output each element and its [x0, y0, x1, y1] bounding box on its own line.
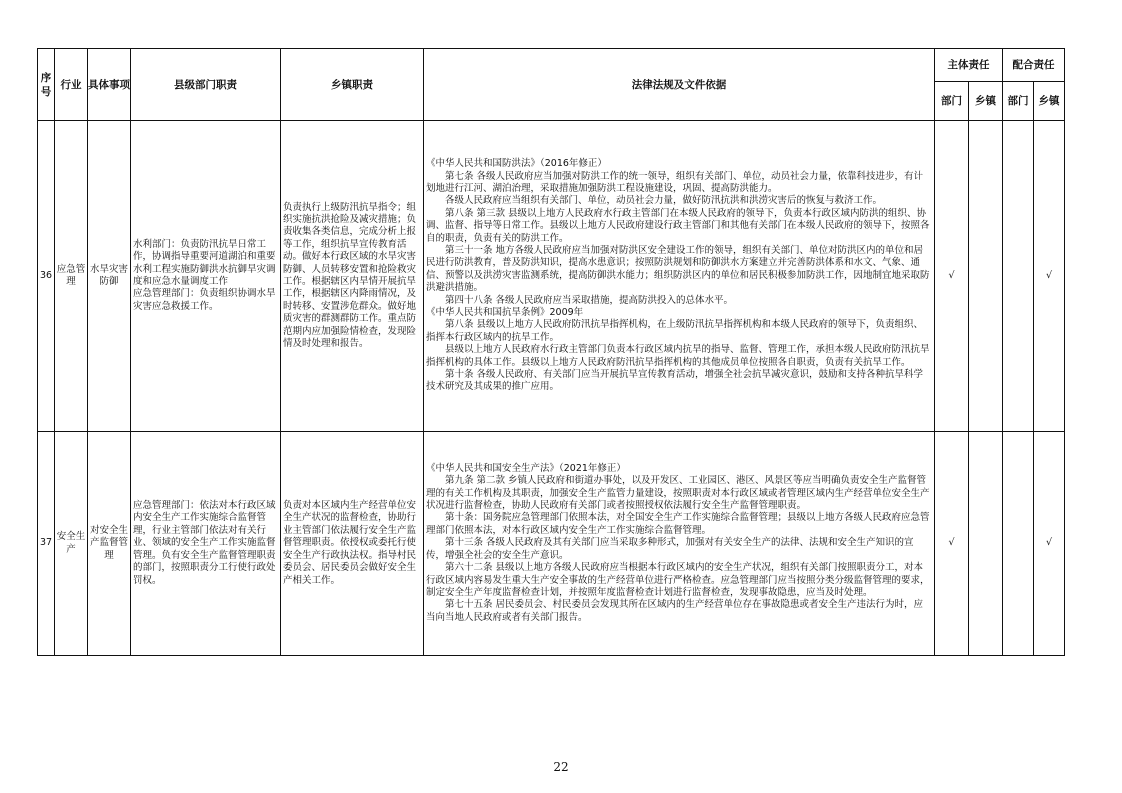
- duty-table: [37, 48, 1065, 656]
- mark-support-town: √: [1034, 432, 1065, 656]
- law-clause: 第七条 各级人民政府应当加强对防洪工作的统一领导，组织有关部门、单位，动员社会力量，依靠科技进步，有计划地进行江河、湖泊治理，采取措施加强防洪工程设施建设，巩固、提高防洪能力。: [426, 170, 924, 194]
- law-clause: 第七十五条 居民委员会、村民委员会发现其所在区域内的生产经营单位存在事故隐患或者安全生产违法行为时，应当向当地人民政府或者有关部门报告。: [426, 599, 924, 623]
- law-title: 《中华人民共和国抗旱条例》2009年: [426, 307, 584, 319]
- header-support-dept: 部门: [1003, 82, 1034, 121]
- law-clause: 第十条：国务院应急管理部门依照本法，对全国安全生产工作实施综合监督管理；县级以上地方各级人民政府应急管理部门依照本法，对本行政区域内安全生产工作实施综合监督管理。: [426, 512, 930, 536]
- duty-paragraph: 水利部门：负责防汛抗旱日常工作，协调指导重要河道湖泊和重要水利工程实施防御洪水抗御旱灾调度和应急水量调度工作: [133, 238, 276, 287]
- county-duty-text: [131, 239, 280, 313]
- cell-seq: 36: [38, 121, 55, 432]
- page-number: 22: [553, 760, 569, 774]
- header-row-top: [38, 49, 1065, 82]
- mark-primary-town: [969, 121, 1003, 432]
- law-clause: 第十三条 各级人民政府及其有关部门应当采取多种形式，加强对有关安全生产的法律、法规和安全生产知识的宣传，增强全社会的安全生产意识。: [426, 537, 914, 561]
- township-duty-text: [281, 202, 423, 351]
- cell-township-duty: [281, 121, 424, 432]
- law-clause: 第十条 各级人民政府、有关部门应当开展抗旱宣传教育活动，增强全社会抗旱减灾意识，鼓励和支持各种抗旱科学技术研究及其成果的推广应用。: [426, 369, 924, 393]
- table-row: [38, 121, 1065, 432]
- law-text: [424, 158, 934, 394]
- mark-support-dept: [1003, 432, 1034, 656]
- cell-matter: 对安全生产监督管理: [88, 432, 131, 656]
- header-law: 法律法规及文件依据: [424, 49, 935, 121]
- mark-primary-town: [969, 432, 1003, 656]
- header-county-duty: 县级部门职责: [131, 49, 281, 121]
- header-township-duty: 乡镇职责: [281, 49, 424, 121]
- cell-industry: 安全生产: [55, 432, 88, 656]
- cell-law: [424, 432, 935, 656]
- mark-support-dept: [1003, 121, 1034, 432]
- header-primary-town: 乡镇: [969, 82, 1003, 121]
- header-industry: 行业: [55, 49, 88, 121]
- law-clause: 各级人民政府应当组织有关部门、单位，动员社会力量，做好防汛抗洪和洪涝灾害后的恢复与救济工作。: [445, 195, 883, 207]
- table-body: [38, 121, 1065, 656]
- mark-primary-dept: √: [935, 432, 969, 656]
- law-clause: 第八条 县级以上地方人民政府防汛抗旱指挥机构，在上级防汛抗旱指挥机构和本级人民政府的领导下，负责组织、指挥本行政区域内的抗旱工作。: [426, 319, 924, 343]
- cell-matter: 水旱灾害防御: [88, 121, 131, 432]
- law-clause: 第九条 第二款 乡镇人民政府和街道办事处，以及开发区、工业园区、港区、风景区等应当明确负责安全生产监督管理的有关工作机构及其职责，加强安全生产监管力量建设，按照职责对本行政区域或者管理区域内生产经营单位安全生产状况进行监督检查，协助人民政府有关部门或者按照授权依法履行安全生产监督管理职责。: [426, 475, 930, 512]
- duty-paragraph: 应急管理部门：依法对本行政区域内安全生产工作实施综合监督管理，行业主管部门依法对有关行业、领域的安全生产工作实施监督管理。负有安全生产监督管理职责的部门，按照职责分工行使行政处罚权。: [133, 500, 276, 586]
- cell-seq: 37: [38, 432, 55, 656]
- cell-law: [424, 121, 935, 432]
- cell-industry: 应急管理: [55, 121, 88, 432]
- law-clause: 县级以上地方人民政府水行政主管部门负责本行政区域内抗旱的指导、监督、管理工作，承担本级人民政府防汛抗旱指挥机构的具体工作。县级以上地方人民政府防汛抗旱指挥机构的其他成员单位按照各自职责，负责有关抗旱工作。: [426, 344, 930, 368]
- header-matter: 具体事项: [88, 49, 131, 121]
- cell-county-duty: [131, 432, 281, 656]
- mark-primary-dept: √: [935, 121, 969, 432]
- law-clause: 第三十一条 地方各级人民政府应当加强对防洪区安全建设工作的领导，组织有关部门、单位对防洪区内的单位和居民进行防洪教育，普及防洪知识，提高水患意识；按照防洪规划和防御洪水方案建立并完善防洪体系和水文、气象、通信、预警以及洪涝灾害监测系统，提高防御洪水能力；组织防洪区内的单位和居民积极参加防洪工作，因地制宜地采取防洪避洪措施。: [426, 244, 930, 294]
- cell-county-duty: [131, 121, 281, 432]
- duty-paragraph: 负责对本区域内生产经营单位安全生产状况的监督检查，协助行业主管部门依法履行安全生产监督管理职责。依授权或委托行使安全生产行政执法权。指导村民委员会、居民委员会做好安全生产相关工作。: [283, 500, 417, 586]
- township-duty-text: [281, 500, 423, 587]
- county-duty-text: [131, 500, 280, 587]
- duty-paragraph: 应急管理部门：负责组织协调水旱灾害应急救援工作。: [133, 288, 276, 312]
- law-title: 《中华人民共和国防洪法》（2016年修正）: [426, 158, 607, 170]
- mark-support-town: √: [1034, 121, 1065, 432]
- header-seq: 序号: [38, 49, 55, 121]
- law-clause: 第四十八条 各级人民政府应当采取措施，提高防洪投入的总体水平。: [445, 294, 734, 306]
- law-clause: 第六十二条 县级以上地方各级人民政府应当根据本行政区域内的安全生产状况，组织有关部门按照职责分工，对本行政区域内容易发生重大生产安全事故的生产经营单位进行严格检查。应急管理部门应当按照分类分级监督管理的要求，制定安全生产年度监督检查计划，并按照年度监督检查计划进行监督检查，发现事故隐患，应当及时处理。: [426, 562, 930, 598]
- law-clause: 第八条 第三款 县级以上地方人民政府水行政主管部门在本级人民政府的领导下，负责本行政区域内防洪的组织、协调、监督、指导等日常工作。县级以上地方人民政府建设行政主管部门和其他有关部门在本级人民政府的领导下，按照各自的职责，负责有关的防洪工作。: [426, 207, 930, 244]
- header-primary-dept: 部门: [935, 82, 969, 121]
- law-title: 《中华人民共和国安全生产法》（2021年修正）: [426, 462, 626, 474]
- header-support-responsibility: 配合责任: [1003, 49, 1065, 82]
- cell-township-duty: [281, 432, 424, 656]
- header-support-town: 乡镇: [1034, 82, 1065, 121]
- table-row: [38, 432, 1065, 656]
- duty-paragraph: 负责执行上级防汛抗旱指令；组织实施抗洪抢险及减灾措施；负责收集各类信息，完成分析上报等工作，组织抗旱宣传教育活动。做好本行政区域的水旱灾害防御、人员转移安置和抢险救灾工作。根据辖区内旱情开展抗旱工作，根据辖区内降雨情况，及时转移、安置涉危群众。做好地质灾害的群测群防工作。重点防范期内应加强险情检查，发现险情及时处理和报告。: [283, 201, 417, 350]
- header-primary-responsibility: 主体责任: [935, 49, 1003, 82]
- law-text: [424, 463, 934, 624]
